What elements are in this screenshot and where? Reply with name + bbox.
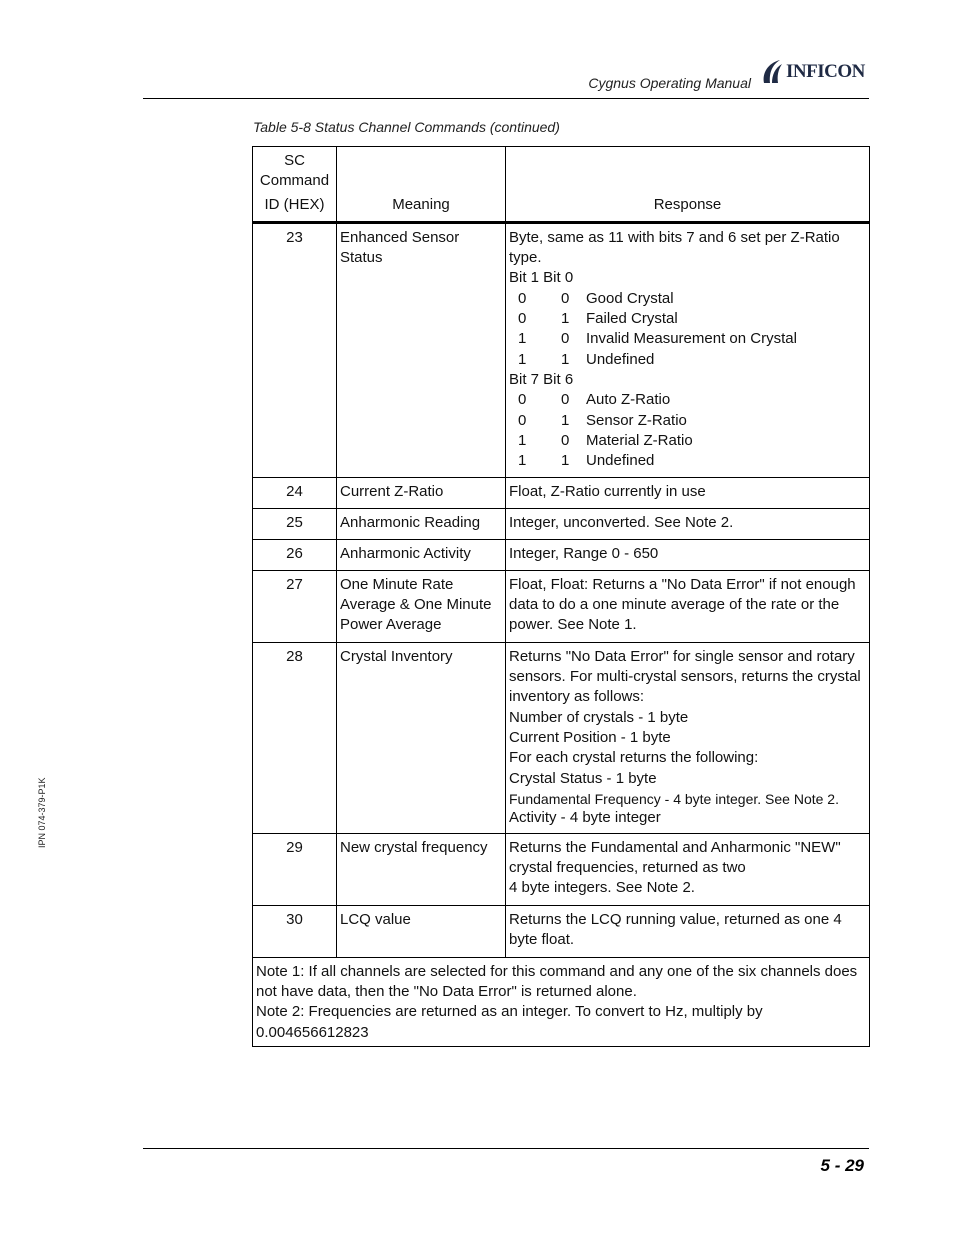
bit-row: 1 0 Invalid Measurement on Crystal (518, 330, 797, 348)
row-response: Returns the LCQ running value, returned as one 4 byte float. (506, 905, 870, 957)
response-line: Activity - 4 byte integer (509, 809, 661, 827)
table-caption: Table 5-8 Status Channel Commands (continued) (253, 119, 560, 135)
bit-row: 0 0 Good Crystal (518, 289, 674, 307)
row-id: 27 (253, 570, 337, 642)
table-row (253, 905, 870, 957)
inficon-logo-icon (760, 59, 784, 85)
row-response: Integer, Range 0 - 650 (506, 539, 870, 570)
bit-group-header: Bit 1 Bit 0 (509, 269, 574, 287)
row-meaning: Anharmonic Activity (337, 539, 506, 570)
row-response: Float, Z-Ratio currently in use (506, 477, 870, 508)
table-row (253, 477, 870, 508)
header-id-line3: ID (HEX) (264, 195, 325, 213)
row-id: 30 (253, 905, 337, 957)
row-meaning: Current Z-Ratio (337, 477, 506, 508)
status-channel-table (252, 146, 870, 1047)
row-meaning: One Minute Rate Average & One Minute Power Average (337, 570, 506, 642)
note-2: Note 2: Frequencies are returned as an integer. To convert to Hz, multiply by 0.004656612823 (256, 1003, 763, 1041)
footer-rule (143, 1148, 869, 1149)
row-id: 25 (253, 508, 337, 539)
row-response: Integer, unconverted. See Note 2. (506, 508, 870, 539)
header-rule (143, 98, 869, 99)
response-line: Crystal Status - 1 byte (509, 769, 657, 787)
table-row (253, 508, 870, 539)
table-row (253, 570, 870, 642)
row-id: 24 (253, 477, 337, 508)
bit-group-header: Bit 7 Bit 6 (509, 370, 574, 388)
row-meaning: New crystal frequency (337, 833, 506, 905)
response-line: 4 byte integers. See Note 2. (509, 879, 695, 897)
row-id: 28 (253, 642, 337, 833)
header-id-line2: Command (259, 172, 330, 190)
header-id-line1: SC (284, 152, 305, 169)
row-id: 23 (253, 222, 337, 477)
bit-row: 0 1 Failed Crystal (518, 310, 678, 328)
table-row (253, 642, 870, 833)
row-response (506, 833, 870, 905)
header-meaning: Meaning (337, 147, 506, 223)
note-1: Note 1: If all channels are selected for this command and any one of the six channels does not have data, then the "No Data Error" is returned alone. (256, 962, 858, 1001)
bit-row: 1 1 Undefined (518, 350, 655, 368)
manual-title: Cygnus Operating Manual (588, 75, 751, 91)
document-code: IPN 074-379-P1K (37, 777, 47, 848)
bit-row: 1 1 Undefined (518, 452, 655, 470)
row-meaning: Enhanced Sensor Status (337, 222, 506, 477)
table-header-row (253, 147, 870, 223)
response-line: Fundamental Frequency - 4 byte integer. See Note 2. (509, 790, 839, 807)
row-meaning: Anharmonic Reading (337, 508, 506, 539)
response-line: Number of crystals - 1 byte (509, 708, 689, 726)
row-response (506, 222, 870, 477)
logo-wordmark: INFICON (786, 61, 865, 82)
bit-row: 1 0 Material Z-Ratio (518, 431, 693, 449)
table-notes-row (253, 957, 870, 1046)
response-line: For each crystal returns the following: (509, 749, 759, 767)
header-response: Response (506, 147, 870, 223)
table-row (253, 833, 870, 905)
row-id: 26 (253, 539, 337, 570)
response-line: Current Position - 1 byte (509, 729, 671, 747)
row-response: Float, Float: Returns a "No Data Error" if not enough data to do a one minute average of the rate or the power. See Note 1. (506, 570, 870, 642)
row-response (506, 642, 870, 833)
inficon-logo (760, 58, 865, 86)
table-row (253, 222, 870, 477)
row-meaning: LCQ value (337, 905, 506, 957)
header-id (253, 147, 337, 223)
table-row (253, 539, 870, 570)
response-intro: Byte, same as 11 with bits 7 and 6 set per Z-Ratio type. (509, 228, 840, 267)
row-id: 29 (253, 833, 337, 905)
row-meaning: Crystal Inventory (337, 642, 506, 833)
bit-row: 0 0 Auto Z-Ratio (518, 391, 671, 409)
page-number: 5 - 29 (820, 1156, 864, 1175)
response-intro: Returns "No Data Error" for single sensor and rotary sensors. For multi-crystal sensors, returns the crystal inventory as follows: (509, 647, 861, 706)
table-notes (253, 957, 870, 1046)
bit-row: 0 1 Sensor Z-Ratio (518, 411, 687, 429)
response-intro: Returns the Fundamental and Anharmonic "NEW" crystal frequencies, returned as two (509, 838, 841, 877)
